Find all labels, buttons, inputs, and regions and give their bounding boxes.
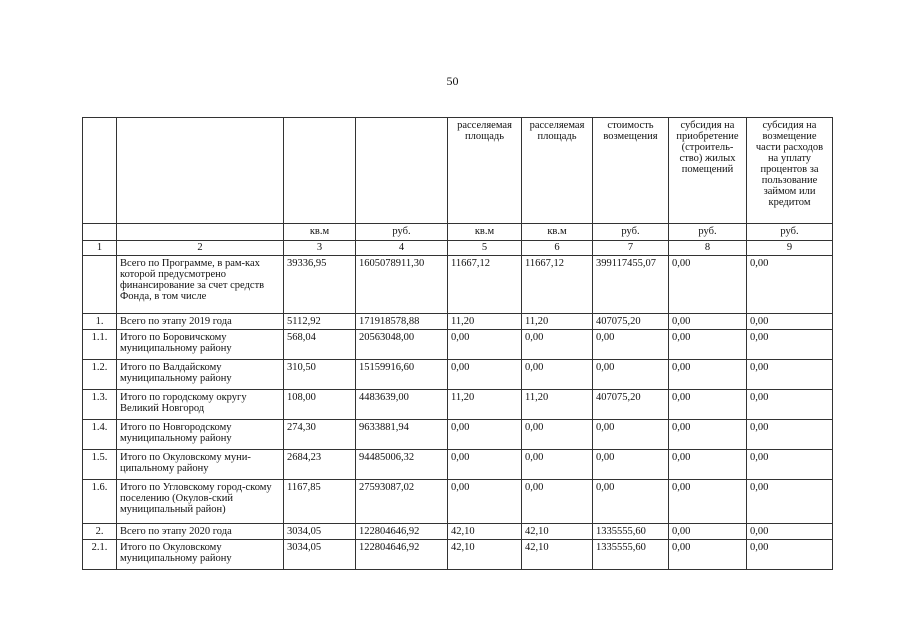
cell-value: 310,50 (284, 360, 356, 390)
cell-value: 42,10 (522, 524, 593, 540)
column-number: 6 (522, 241, 593, 256)
housing-program-table (82, 117, 833, 570)
cell-value: 11,20 (448, 314, 522, 330)
row-number: 1.2. (83, 360, 117, 390)
cell-value: 0,00 (593, 330, 669, 360)
table-row (83, 390, 833, 420)
cell-value: 1335555,60 (593, 540, 669, 570)
cell-value: 1605078911,30 (356, 256, 448, 314)
cell-value: 407075,20 (593, 314, 669, 330)
cell-value: 9633881,94 (356, 420, 448, 450)
cell-value: 3034,05 (284, 540, 356, 570)
cell-value: 15159916,60 (356, 360, 448, 390)
page-number: 50 (446, 74, 459, 88)
row-name: Всего по этапу 2019 года (117, 314, 284, 330)
cell-value: 0,00 (593, 420, 669, 450)
cell-value: 0,00 (669, 256, 747, 314)
row-name: Итого по Боровичскому муниципальному району (117, 330, 284, 360)
unit-cell: кв.м (522, 224, 593, 241)
row-name: Итого по Валдайскому муниципальному району (117, 360, 284, 390)
cell-value: 122804646,92 (356, 540, 448, 570)
unit-cell: кв.м (284, 224, 356, 241)
cell-value: 407075,20 (593, 390, 669, 420)
header-cell: расселяемая площадь (448, 118, 522, 224)
cell-value: 11,20 (522, 314, 593, 330)
table-row (83, 314, 833, 330)
cell-value: 0,00 (747, 360, 833, 390)
column-number: 3 (284, 241, 356, 256)
column-number: 4 (356, 241, 448, 256)
cell-value: 0,00 (747, 480, 833, 524)
cell-value: 0,00 (448, 480, 522, 524)
cell-value: 399117455,07 (593, 256, 669, 314)
header-cell (284, 118, 356, 224)
cell-value: 0,00 (669, 330, 747, 360)
cell-value: 0,00 (747, 314, 833, 330)
header-cell: субсидия на приобретение (строитель-ство) жилых помещений (669, 118, 747, 224)
cell-value: 0,00 (448, 450, 522, 480)
cell-value: 274,30 (284, 420, 356, 450)
column-number: 5 (448, 241, 522, 256)
unit-cell: руб. (669, 224, 747, 241)
row-number: 1.1. (83, 330, 117, 360)
cell-value: 11667,12 (448, 256, 522, 314)
header-cell: субсидия на возмещение части расходов на уплату процентов за пользование займом или кредитом (747, 118, 833, 224)
row-name: Итого по Новгородскому муниципальному району (117, 420, 284, 450)
cell-value: 0,00 (669, 390, 747, 420)
cell-value: 1335555,60 (593, 524, 669, 540)
cell-value: 42,10 (448, 540, 522, 570)
unit-cell: руб. (593, 224, 669, 241)
unit-cell (117, 224, 284, 241)
column-number: 1 (83, 241, 117, 256)
row-number: 1.6. (83, 480, 117, 524)
cell-value: 27593087,02 (356, 480, 448, 524)
row-name: Итого по Окуловскому муниципальному району (117, 540, 284, 570)
row-name: Всего по Программе, в рам-ках которой предусмотрено финансирование за счет средств Фонда, в том числе (117, 256, 284, 314)
row-number: 1.5. (83, 450, 117, 480)
header-cell (117, 118, 284, 224)
cell-value: 0,00 (747, 420, 833, 450)
header-cell: стоимость возмещения (593, 118, 669, 224)
cell-value: 1167,85 (284, 480, 356, 524)
header-cell (356, 118, 448, 224)
cell-value: 11,20 (448, 390, 522, 420)
cell-value: 0,00 (522, 360, 593, 390)
header-row (83, 118, 833, 224)
cell-value: 0,00 (669, 314, 747, 330)
cell-value: 0,00 (747, 450, 833, 480)
table-row (83, 330, 833, 360)
cell-value: 0,00 (669, 480, 747, 524)
unit-cell (83, 224, 117, 241)
units-row (83, 224, 833, 241)
cell-value: 0,00 (669, 540, 747, 570)
cell-value: 0,00 (522, 330, 593, 360)
cell-value: 0,00 (593, 480, 669, 524)
row-name: Итого по городскому округу Великий Новгород (117, 390, 284, 420)
table-row (83, 480, 833, 524)
cell-value: 0,00 (522, 450, 593, 480)
table-row (83, 540, 833, 570)
row-number: 2.1. (83, 540, 117, 570)
column-number: 9 (747, 241, 833, 256)
cell-value: 0,00 (522, 480, 593, 524)
cell-value: 0,00 (593, 450, 669, 480)
cell-value: 5112,92 (284, 314, 356, 330)
cell-value: 0,00 (747, 524, 833, 540)
unit-cell: кв.м (448, 224, 522, 241)
cell-value: 568,04 (284, 330, 356, 360)
cell-value: 11,20 (522, 390, 593, 420)
unit-cell: руб. (356, 224, 448, 241)
cell-value: 0,00 (747, 330, 833, 360)
cell-value: 0,00 (593, 360, 669, 390)
cell-value: 0,00 (747, 390, 833, 420)
column-number-row (83, 241, 833, 256)
cell-value: 171918578,88 (356, 314, 448, 330)
cell-value: 3034,05 (284, 524, 356, 540)
column-number: 8 (669, 241, 747, 256)
table-row (83, 360, 833, 390)
cell-value: 0,00 (747, 256, 833, 314)
cell-value: 94485006,32 (356, 450, 448, 480)
row-number (83, 256, 117, 314)
row-name: Итого по Окуловскому муни-ципальному району (117, 450, 284, 480)
row-name: Всего по этапу 2020 года (117, 524, 284, 540)
cell-value: 2684,23 (284, 450, 356, 480)
row-number: 1. (83, 314, 117, 330)
cell-value: 39336,95 (284, 256, 356, 314)
cell-value: 0,00 (669, 420, 747, 450)
row-name: Итого по Угловскому город-скому поселению (Окулов-ский муниципальный район) (117, 480, 284, 524)
cell-value: 42,10 (522, 540, 593, 570)
cell-value: 0,00 (448, 420, 522, 450)
cell-value: 4483639,00 (356, 390, 448, 420)
cell-value: 11667,12 (522, 256, 593, 314)
unit-cell: руб. (747, 224, 833, 241)
table-row (83, 256, 833, 314)
row-number: 1.4. (83, 420, 117, 450)
header-cell: расселяемая площадь (522, 118, 593, 224)
cell-value: 0,00 (669, 360, 747, 390)
row-number: 1.3. (83, 390, 117, 420)
cell-value: 0,00 (669, 450, 747, 480)
cell-value: 108,00 (284, 390, 356, 420)
cell-value: 0,00 (747, 540, 833, 570)
cell-value: 20563048,00 (356, 330, 448, 360)
cell-value: 0,00 (448, 330, 522, 360)
cell-value: 122804646,92 (356, 524, 448, 540)
cell-value: 0,00 (448, 360, 522, 390)
table-row (83, 450, 833, 480)
cell-value: 0,00 (522, 420, 593, 450)
cell-value: 42,10 (448, 524, 522, 540)
row-number: 2. (83, 524, 117, 540)
header-cell (83, 118, 117, 224)
column-number: 7 (593, 241, 669, 256)
cell-value: 0,00 (669, 524, 747, 540)
table-row (83, 524, 833, 540)
table-row (83, 420, 833, 450)
column-number: 2 (117, 241, 284, 256)
